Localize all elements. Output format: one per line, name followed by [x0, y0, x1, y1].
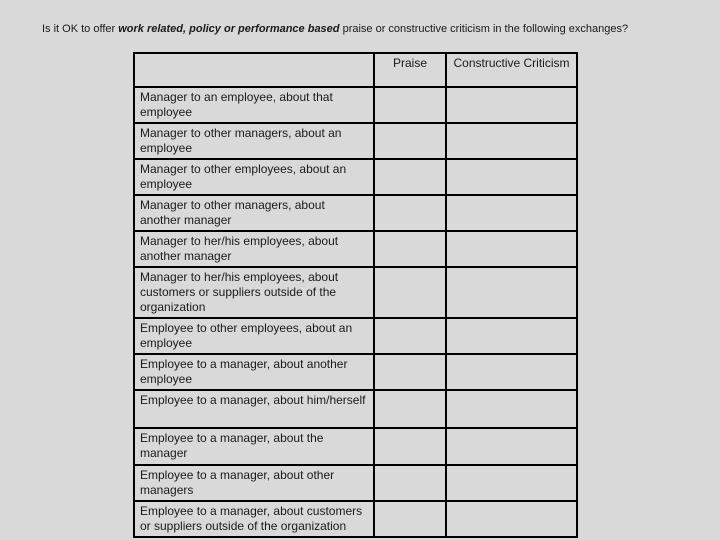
criticism-cell: [446, 390, 577, 428]
exchange-label: Manager to other managers, about an employee: [134, 123, 374, 159]
criticism-cell: [446, 195, 577, 231]
page-title: [42, 22, 628, 36]
praise-cell: [374, 354, 446, 390]
table-row: [134, 501, 577, 537]
exchange-table: [133, 52, 578, 538]
table-row: [134, 195, 577, 231]
criticism-cell: [446, 428, 577, 465]
praise-cell: [374, 501, 446, 537]
praise-cell: [374, 159, 446, 195]
exchange-label: Manager to an employee, about that employee: [134, 87, 374, 123]
criticism-cell: [446, 465, 577, 501]
praise-cell: [374, 231, 446, 267]
exchange-label: Manager to her/his employees, about customers or suppliers outside of the organization: [134, 267, 374, 318]
praise-cell: [374, 87, 446, 123]
exchange-label: Employee to a manager, about other managers: [134, 465, 374, 501]
praise-cell: [374, 123, 446, 159]
criticism-cell: [446, 123, 577, 159]
praise-cell: [374, 195, 446, 231]
table-row: [134, 267, 577, 318]
praise-cell: [374, 428, 446, 465]
praise-cell: [374, 465, 446, 501]
criticism-header-cell: Constructive Criticism: [446, 53, 577, 87]
table-row: [134, 465, 577, 501]
criticism-cell: [446, 354, 577, 390]
table-header-row: [134, 53, 577, 87]
exchange-label: Employee to a manager, about the manager: [134, 428, 374, 465]
criticism-cell: [446, 501, 577, 537]
exchange-label: Employee to other employees, about an employee: [134, 318, 374, 354]
praise-cell: [374, 267, 446, 318]
table-row: [134, 390, 577, 428]
criticism-cell: [446, 318, 577, 354]
criticism-cell: [446, 159, 577, 195]
title-prefix: Is it OK to offer: [42, 23, 119, 35]
table-row: [134, 318, 577, 354]
title-emphasis: work related, policy or performance based: [118, 23, 340, 35]
title-suffix: praise or constructive criticism in the following exchanges?: [339, 23, 629, 35]
exchange-label: Employee to a manager, about him/herself: [134, 390, 374, 428]
praise-cell: [374, 318, 446, 354]
exchange-label: Manager to other employees, about an employee: [134, 159, 374, 195]
table-row: [134, 87, 577, 123]
criticism-cell: [446, 267, 577, 318]
praise-header-cell: Praise: [374, 53, 446, 87]
exchange-header-cell: [134, 53, 374, 87]
criticism-cell: [446, 87, 577, 123]
exchange-label: Employee to a manager, about another employee: [134, 354, 374, 390]
table-row: [134, 159, 577, 195]
table-row: [134, 231, 577, 267]
exchange-label: Employee to a manager, about customers or suppliers outside of the organization: [134, 501, 374, 537]
criticism-cell: [446, 231, 577, 267]
praise-cell: [374, 390, 446, 428]
table-row: [134, 428, 577, 465]
table-row: [134, 123, 577, 159]
exchange-label: Manager to other managers, about another manager: [134, 195, 374, 231]
table-row: [134, 354, 577, 390]
exchange-label: Manager to her/his employees, about another manager: [134, 231, 374, 267]
